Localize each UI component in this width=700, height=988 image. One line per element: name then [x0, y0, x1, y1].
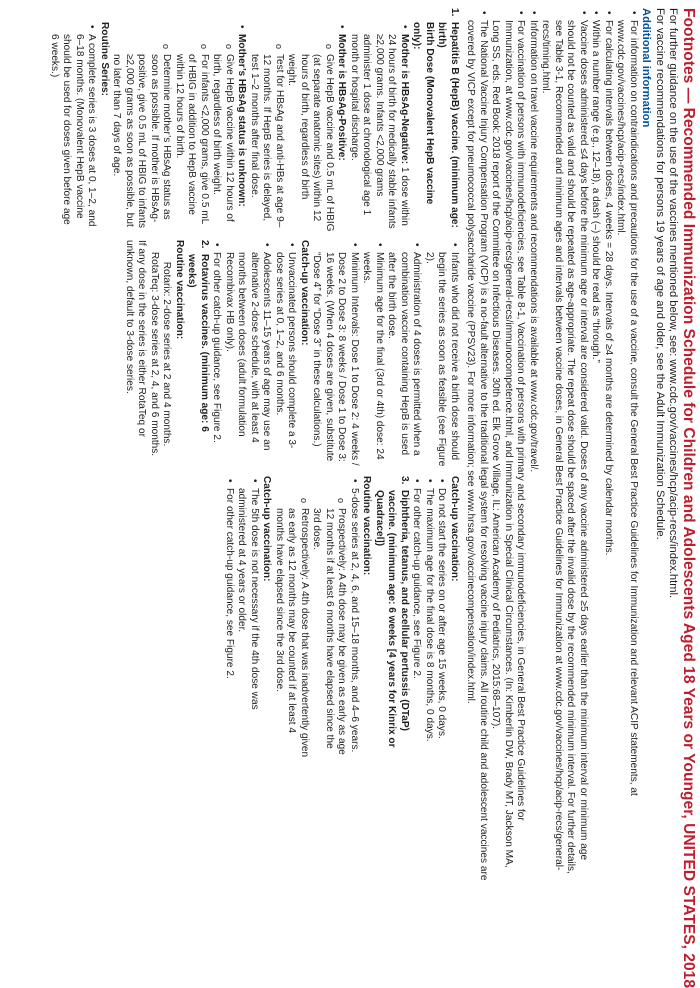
rotarix-line: Rotarix: 2-dose series at 2 and 4 months.	[161, 261, 173, 447]
list-item	[273, 488, 361, 758]
sub-item: o Give HepB vaccine within 12 hours of birth, regardless of birth weight.	[210, 54, 235, 232]
unk-label: Mother’s HBsAg status is unknown:	[236, 34, 248, 207]
list-item	[248, 34, 348, 232]
dtap-routine-item: 5-dose series at 2, 4, 6, and 15–18 months, and 4–6 years.	[349, 488, 360, 753]
sub-item: o Give HepB vaccine and 0.5 mL of HBIG (at separate anatomic sites) within 12 hours of birth, regardless of birth weight.	[285, 54, 335, 232]
list-item: • Infants who did not receive a birth dose should begin the series as soon as feasible (see Figure 2).	[423, 252, 461, 468]
list-item: • Administration of 4 doses is permitted when a combination vaccine containing HepB is used after the birth dose.	[385, 252, 423, 468]
dtap-routine-label: Routine vaccination:	[361, 476, 373, 576]
birth-dose-label: Birth Dose (Monovalent HepB vaccine only):	[411, 22, 435, 205]
rota-catchup-label: Catch-up vaccination:	[449, 476, 460, 582]
rotavirus-heading	[185, 240, 210, 468]
additional-info-list	[464, 8, 639, 885]
subtitle-line-1: For further guidance on the use of the vaccines mentioned below, see: www.cdc.gov/vaccines/hcp/acip-recs/index.html.	[667, 8, 679, 599]
list-item: • For other catch-up guidance, see Figure 2.	[223, 488, 236, 758]
additional-item: • The National Vaccine Injury Compensation Program (VICP) is a no-fault alternative to the traditional legal system for resolving vaccine injury claims. All routine child and adolescent vaccines are covered by VICP except for pneumococcal polysaccharide vaccine (PPSV23). For more information; see www.hrsa.gov/vaccinecompensation/index.html.	[464, 20, 489, 885]
routine-series-label: Routine Series:	[99, 22, 110, 97]
rota-note: If any dose in the series is either RotaTeq or unknown, default to 3-dose series.	[124, 240, 148, 437]
column-1	[48, 8, 461, 240]
list-item: • Do not start the series on or after age 15 weeks, 0 days.	[435, 488, 448, 758]
additional-item: • For calculating intervals between doses, 4 weeks = 28 days. Intervals of ≥4 months are determined by calendar months.	[602, 20, 615, 885]
hepb-number: 1.	[449, 8, 460, 17]
additional-item: • For information on contraindications and precautions for the use of a vaccine, consult the General Best Practice Guidelines for Immunization and relevant ACIP statements, at www.cdc.gov/vaccines/hcp/acip-recs/index.html.	[614, 20, 639, 885]
list-item: • Adolescents 11–15 years of age may use an alternative 2-dose schedule, with at least 4 months between doses (adult formulation Recombivax HB only).	[223, 252, 273, 468]
neg-label: Mother is HBsAg-Negative:	[399, 34, 410, 165]
hepb-heading	[435, 8, 460, 232]
list-item: • For other catch-up guidance, see Figure 2.	[210, 252, 223, 468]
list-item: • Minimum Intervals: Dose 1 to Dose 2: 4 weeks / Dose 2 to Dose 3: 8 weeks / Dose 1 to Dose 3: 16 weeks. (When 4 doses are given, substitute “Dose 4” for “Dose 3” in these calculations.)	[310, 252, 360, 468]
dtap-catchup-label: Catch-up vaccination:	[261, 476, 273, 582]
list-item	[348, 34, 411, 232]
rota-routine-label: Routine vaccination:	[174, 240, 185, 340]
rotavirus-title: Rotavirus vaccines. (minimum age: 6 weeks)	[186, 254, 210, 432]
sub-item: o Prospectively: A 4th dose may be given as early as age 12 months if at least 6 months have elapsed since the 3rd dose.	[310, 508, 348, 758]
subtitle-line-2: For vaccine recommendations for persons 19 years of age and older, see the Adult Immunization Schedule.	[654, 8, 666, 540]
additional-item: • Within a number range (e.g., 12–18), a dash (–) should be read as “through.”	[589, 20, 602, 885]
list-item: • Unvaccinated persons should complete a 3-dose series at 0, 1–2, and 6 months.	[273, 252, 298, 468]
page-title: Footnotes — Recommended Immunization Schedule for Children and Adolescents Aged 18 Years or Younger, UNITED STATES, 2018	[680, 8, 697, 988]
hepb-title: Hepatitis B (HepB) vaccine. (minimum age: birth)	[436, 22, 460, 228]
catchup-label: Catch-up vaccination:	[299, 240, 310, 346]
additional-item: • Vaccine doses administered ≤4 days before the minimum age or interval are considered valid. Doses of any vaccine administered ≥5 days earlier than the minimum interval or minimum age should not be counted as valid and should be repeated as age-appropriate. The repeat dose should be spaced after the invalid dose by the recommended minimum interval. For further details, see Table 3-1, Recommended and minimum ages and intervals between vaccine doses, in General Best Practice Guidelines for Immunization at www.cdc.gov/vaccines/hcp/acip-recs/general-recs/timing.html.	[539, 20, 589, 885]
list-item: • For other catch-up guidance, see Figure 2.	[410, 488, 423, 758]
dtap-title: Diphtheria, tetanus, and acellular pertussis (DTaP) vaccine. (minimum age: 6 weeks [4 years for Kinrix or Quadracel])	[374, 490, 410, 748]
footnote-columns	[48, 8, 461, 885]
additional-item: • For vaccination of persons with immunodeficiencies, see Table 8-1, Vaccination of persons with primary and secondary immunodeficiencies, in General Best Practice Guidelines for Immunization, at www.cdc.gov/vaccines/hcp/acip-recs/general-recs/immunocompetence.html, and Immunization in Special Clinical Circumstances. (In: Kimberlin DW, Brady MT, Jackson MA, Long SS, eds. Red Book: 2018 report of the Committee on Infectious Diseases. 30th ed. Elk Grove Village, IL: American Academy of Pediatrics, 2015:68–107).	[489, 20, 527, 885]
pos-label: Mother is HBsAg-Positive:	[336, 34, 348, 161]
list-item: • The 5th dose is not necessary if the 4th dose was administered at 4 years or older.	[235, 488, 260, 758]
dtap-heading	[373, 476, 411, 758]
rotateq-line: RotaTeq: 3-dose series at 2, 4, and 6 months.	[149, 251, 160, 457]
neg-text: 1 dose within 24 hours of birth for medically stable infants ≥2,000 grams. Infants <2,000 grams administer 1 dose at chronological age 1 month or hospital discharge.	[349, 34, 410, 229]
list-item	[110, 34, 248, 232]
list-item: • A complete series is 3 doses at 0, 1–2, and 6–18 months. (Monovalent HepB vaccine should be used for doses given before age 6 weeks.)	[48, 34, 98, 232]
column-2	[48, 240, 461, 476]
list-item: • Minimum age for the final (3rd or 4th) dose: 24 weeks.	[360, 252, 385, 468]
additional-info-heading: Additional information	[640, 8, 652, 128]
sub-item: o Test for HBsAg and anti-HBs at age 9–12 months. If HepB series is delayed, test 1–2 months after final dose.	[248, 54, 286, 232]
list-item: • The maximum age for the final dose is 8 months, 0 days.	[423, 488, 436, 758]
rotavirus-number: 2.	[199, 240, 210, 249]
column-3	[48, 476, 461, 766]
sub-item: o Retrospectively: A 4th dose that was inadvertently given as early as 12 months may be counted if at least 4 months have elapsed since the 3rd dose.	[273, 508, 311, 758]
sub-item: o For infants <2,000 grams, give 0.5 mL of HBIG in addition to HepB vaccine within 12 hours of birth.	[173, 54, 211, 232]
dtap-number: 3.	[399, 476, 410, 485]
additional-item: • Information on travel vaccine requirements and recommendations is available at www.cdc.gov/travel/.	[527, 20, 540, 885]
sub-item: o Determine mother’s HBsAg status as soon as possible. If mother is HBsAg-positive, give 0.5 mL of HBIG to infants ≥2,000 grams as soon as possible, but no later than 7 days of age.	[110, 54, 173, 232]
